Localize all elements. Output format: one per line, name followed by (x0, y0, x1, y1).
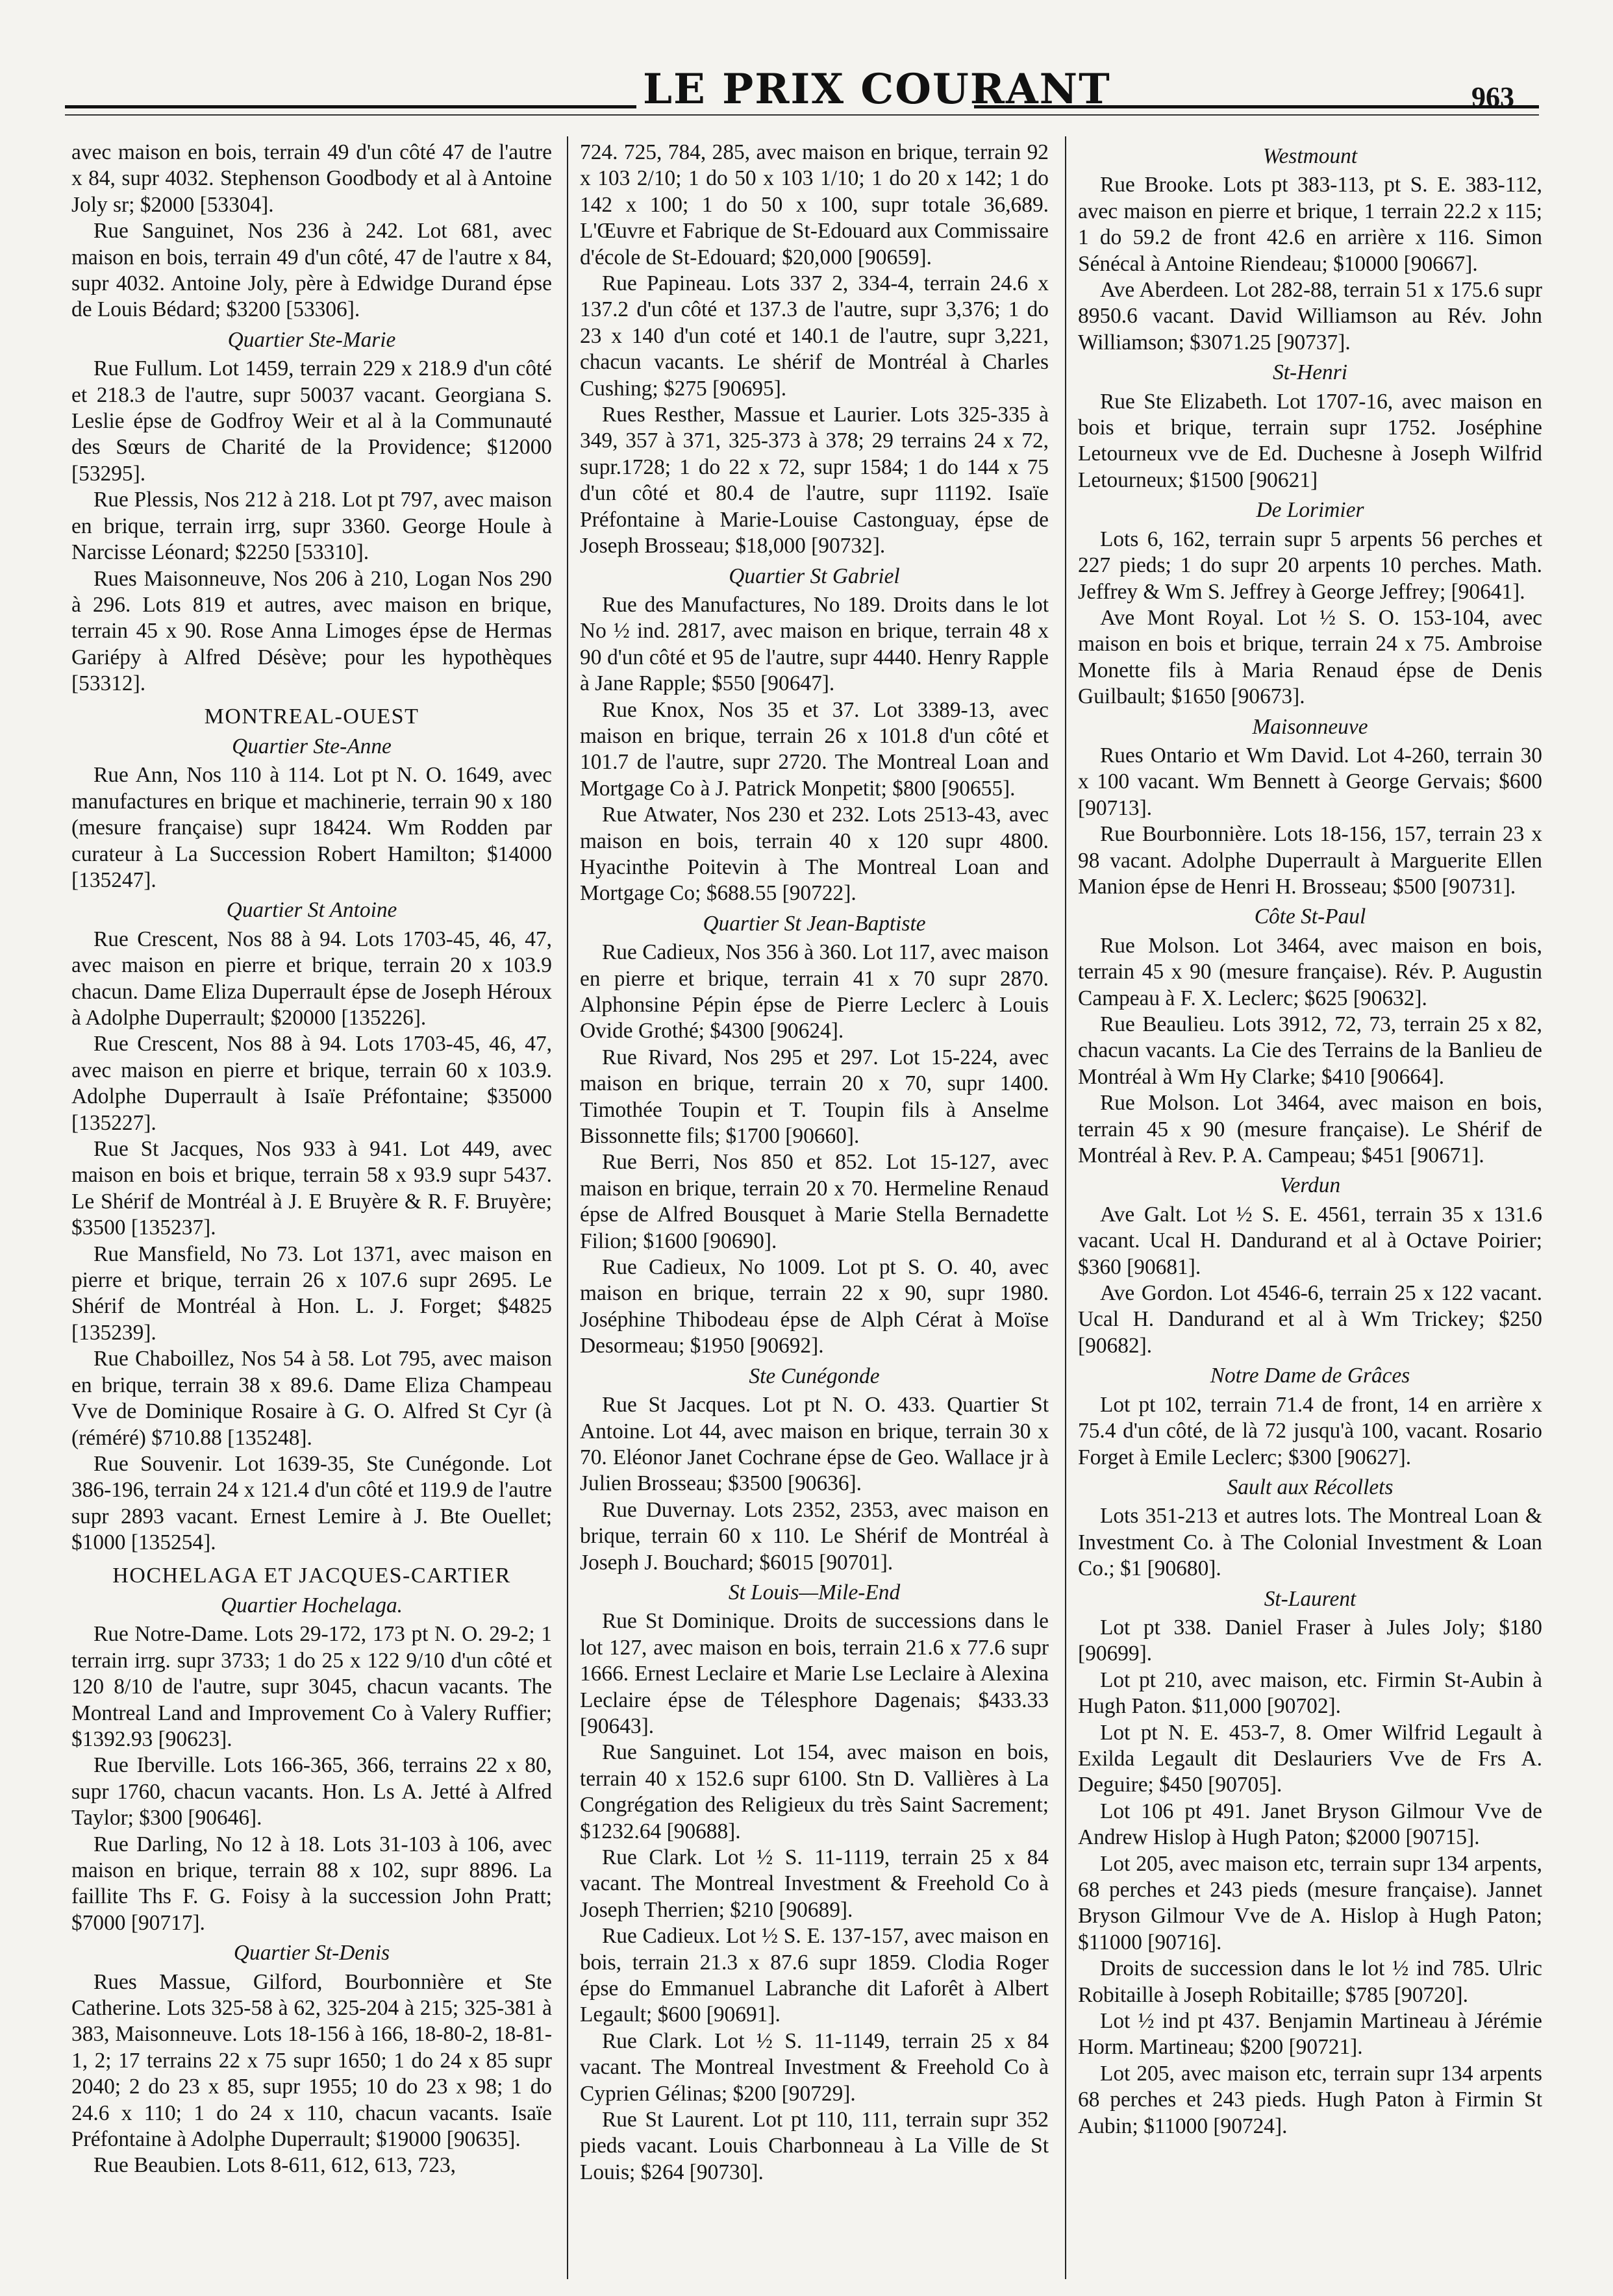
transaction-entry: Rue Rivard, Nos 295 et 297. Lot 15-224, avec maison en brique, terrain 20 x 70, supr 1400. Timothée Toupin et T. Toupin fils à Anselme Bissonnette fils; $1700 [90660]. (580, 1045, 1049, 1149)
transaction-entry: Rue Ann, Nos 110 à 114. Lot pt N. O. 1649, avec manufactures en brique et machinerie, terrain 90 x 180 (mesure française) supr 18424. Wm Rodden par curateur à La Succession Robert Hamilton; $14000 [135247]. (71, 763, 552, 892)
section-heading: Quartier St-Denis (233, 1941, 390, 1965)
transaction-entry: Lots 6, 162, terrain supr 5 arpents 56 perches et 227 pieds; 1 do supr 20 arpents 10 perches. Math. Jeffrey & Wm S. Jeffrey à George Jeffrey; [90641]. (1078, 527, 1542, 604)
transaction-entry: Rue Chaboillez, Nos 54 à 58. Lot 795, avec maison en brique, terrain 38 x 89.6. Dame Eliza Champeau Vve de Dominique Rosaire à G. O. Alfred St Cyr (à (réméré) $710.88 [135248]. (71, 1347, 552, 1450)
transaction-entry: Rue des Manufactures, No 189. Droits dans le lot No ½ ind. 2817, avec maison en brique, terrain 48 x 90 d'un côté et 95 de l'autre, supr 4440. Henry Rapple à Jane Rapple; $550 [90647]. (580, 592, 1049, 696)
column-divider (567, 136, 568, 2279)
section-heading: Ste Cunégonde (749, 1364, 880, 1388)
transaction-entry: Lot pt 338. Daniel Fraser à Jules Joly; $180 [90699]. (1078, 1615, 1542, 1666)
section-heading: Quartier Ste-Anne (232, 734, 392, 758)
transaction-entry: Ave Galt. Lot ½ S. E. 4561, terrain 35 x 131.6 vacant. Ucal H. Dandurand et al à Octave Poirier; $360 [90681]. (1078, 1202, 1542, 1279)
transaction-entry: Rue Crescent, Nos 88 à 94. Lots 1703-45, 46, 47, avec maison en pierre et brique, terrain 20 x 103.9 chacun. Dame Eliza Duperrault épse de Joseph Héroux à Adolphe Duperrault; $20000 [135226]. (71, 927, 552, 1030)
transaction-entry: Rue Crescent, Nos 88 à 94. Lots 1703-45, 46, 47, avec maison en pierre et brique, terrain 60 x 103.9. Adolphe Duperrault à Isaïe Préfontaine; $35000 [135227]. (71, 1032, 552, 1135)
transaction-entry: Ave Mont Royal. Lot ½ S. O. 153-104, avec maison en bois et brique, terrain 24 x 75. Ambroise Monette fils à Maria Renaud épse de Denis Guilbault; $1650 [90673]. (1078, 605, 1542, 709)
transaction-entry: Rue Molson. Lot 3464, avec maison en bois, terrain 45 x 90 (mesure française). Le Shérif de Montréal à Rev. P. A. Campeau; $451 [90671]. (1078, 1091, 1542, 1168)
section-heading: Maisonneuve (1252, 714, 1368, 739)
transaction-entry: Lot ½ ind pt 437. Benjamin Martineau à Jérémie Horm. Martineau; $200 [90721]. (1078, 2009, 1542, 2060)
transaction-entry: Ave Gordon. Lot 4546-6, terrain 25 x 122 vacant. Ucal H. Dandurand et al à Wm Trickey; $250 [90682]. (1078, 1281, 1542, 1358)
transaction-entry: Rue Mansfield, No 73. Lot 1371, avec maison en pierre et brique, terrain 26 x 107.6 supr 2695. Le Shérif de Montréal à Hon. L. J. Forget; $4825 [135239]. (71, 1242, 552, 1345)
transaction-entry: Rue Molson. Lot 3464, avec maison en bois, terrain 45 x 90 (mesure française). Rév. P. Augustin Campeau à F. X. Leclerc; $625 [90632]. (1078, 933, 1542, 1010)
section-heading: Sault aux Récollets (1227, 1475, 1394, 1499)
transaction-entry: Lot 205, avec maison etc, terrain supr 134 arpents 68 perches et 243 pieds. Hugh Paton à Firmin St Aubin; $11000 [90724]. (1078, 2061, 1542, 2138)
transaction-entry: Lot 106 pt 491. Janet Bryson Gilmour Vve de Andrew Hislop à Hugh Paton; $2000 [90715]. (1078, 1799, 1542, 1850)
transaction-entry: Rue Iberville. Lots 166-365, 366, terrains 22 x 80, supr 1760, chacun vacants. Hon. Ls A. Jetté à Alfred Taylor; $300 [90646]. (71, 1753, 552, 1830)
transaction-entry: Lot pt 210, avec maison, etc. Firmin St-Aubin à Hugh Paton. $11,000 [90702]. (1078, 1667, 1542, 1719)
transaction-entry: Rue Notre-Dame. Lots 29-172, 173 pt N. O. 29-2; 1 terrain irrg. supr 3733; 1 do 25 x 122 9/10 d'un côté et 120 8/10 de l'autre, supr 3045, chacun vacants. The Montreal Land and Improvement Co à Valery Ruffier; $1392.93 [90623]. (71, 1622, 552, 1751)
transaction-entry: Rues Maisonneuve, Nos 206 à 210, Logan Nos 290 à 296. Lots 819 et autres, avec maison en brique, terrain 45 x 90. Rose Anna Limoges épse de Hermas Gariépy à Alfred Désève; pour les hypothèques [53312]. (71, 566, 552, 696)
district-heading: HOCHELAGA ET JACQUES-CARTIER (112, 1563, 511, 1588)
transaction-entry: Rue Brooke. Lots pt 383-113, pt S. E. 383-112, avec maison en pierre et brique, 1 terrain 22.2 x 115; 1 do 59.2 de front 42.6 en arrière x 116. Simon Sénécal à Antoine Riendeau; $10000 [90667]. (1078, 173, 1542, 276)
transaction-entry: Rues Massue, Gilford, Bourbonnière et Ste Catherine. Lots 325-58 à 62, 325-204 à 215; 325-381 à 383, Maisonneuve. Lots 18-156 à 166, 18-80-2, 18-81-1, 2; 17 terrains 22 x 75 supr 1650; 1 do 24 x 85 supr 2040; 2 do 23 x 85, supr 1955; 10 do 23 x 98; 1 do 24.6 x 110; 1 do 24 x 110, chacun vacants. Isaïe Préfontaine à Adolphe Duperrault; $19000 [90635]. (71, 1969, 552, 2152)
header-rule-left (65, 105, 636, 108)
transaction-entry: Rue Papineau. Lots 337 2, 334-4, terrain 24.6 x 137.2 d'un côté et 137.3 de l'autre, supr 3,376; 1 do 23 x 140 d'un coté et 140.1 de l'autre, supr 3,221, chacun vacants. Le shérif de Montréal à Charles Cushing; $275 [90695]. (580, 271, 1049, 401)
transaction-entry: Rue Knox, Nos 35 et 37. Lot 3389-13, avec maison en brique, terrain 26 x 101.8 d'un côté et 101.7 de l'autre, supr 2720. The Montreal Loan and Mortgage Co à J. Patrick Monpetit; $800 [90655]. (580, 697, 1049, 801)
transaction-entry: Rue St Jacques. Lot pt N. O. 433. Quartier St Antoine. Lot 44, avec maison en brique, terrain 30 x 70. Eléonor Janet Cochrane épse de Geo. Wallace jr à Julien Brosseau; $3500 [90636]. (580, 1393, 1049, 1496)
column-3 (1078, 140, 1542, 2282)
transaction-entry: Ave Aberdeen. Lot 282-88, terrain 51 x 175.6 supr 8950.6 vacant. David Williamson au Rév. John Williamson; $3071.25 [90737]. (1078, 278, 1542, 355)
transaction-entry: Rues Ontario et Wm David. Lot 4-260, terrain 30 x 100 vacant. Wm Bennett à George Gervais; $600 [90713]. (1078, 743, 1542, 820)
transaction-entry: Rue Cadieux, No 1009. Lot pt S. O. 40, avec maison en brique, terrain 22 x 90, supr 1980. Joséphine Thibodeau épse de Alph Cérat à Moïse Desormeau; $1950 [90692]. (580, 1255, 1049, 1358)
section-heading: St-Laurent (1264, 1586, 1357, 1611)
section-heading: St Louis—Mile-End (728, 1580, 901, 1604)
section-heading: St-Henri (1273, 360, 1347, 385)
transaction-entry: Rue Bourbonnière. Lots 18-156, 157, terrain 23 x 98 vacant. Adolphe Duperrault à Marguerite Ellen Manion épse de Henri H. Brosseau; $500 [90731]. (1078, 822, 1542, 899)
transaction-entry: Rue Plessis, Nos 212 à 218. Lot pt 797, avec maison en brique, terrain irrg, supr 3360. George Houle à Narcisse Léonard; $2250 [53310]. (71, 488, 552, 565)
transaction-entry: Lot pt N. E. 453-7, 8. Omer Wilfrid Legault à Exilda Legault dit Deslauriers Vve de Frs A. Deguire; $450 [90705]. (1078, 1720, 1542, 1797)
section-heading: Westmount (1262, 144, 1358, 168)
transaction-entry: Rue Sanguinet, Nos 236 à 242. Lot 681, avec maison en bois, terrain 49 d'un côté, 47 de l'autre x 84, supr 4032. Antoine Joly, père à Edwidge Durand épse de Louis Bédard; $3200 [53306]. (71, 219, 552, 322)
transaction-entry: Droits de succession dans le lot ½ ind 785. Ulric Robitaille à Joseph Robitaille; $785 [90720]. (1078, 1956, 1542, 2007)
transaction-entry: avec maison en bois, terrain 49 d'un côté 47 de l'autre x 84, supr 4032. Stephenson Goodbody et al à Antoine Joly sr; $2000 [53304]. (71, 140, 552, 217)
header-rule (65, 114, 1539, 116)
page-number: 963 (1471, 81, 1514, 113)
transaction-entry: Rue Clark. Lot ½ S. 11-1119, terrain 25 x 84 vacant. The Montreal Investment & Freehold Co à Joseph Therrien; $210 [90689]. (580, 1845, 1049, 1922)
column-2 (580, 140, 1049, 2282)
column-1 (71, 140, 552, 2282)
transaction-entry: Rue Clark. Lot ½ S. 11-1149, terrain 25 x 84 vacant. The Montreal Investment & Freehold Co à Cyprien Gélinas; $200 [90729]. (580, 2028, 1049, 2106)
section-heading: Quartier St Jean-Baptiste (703, 911, 926, 936)
section-heading: Notre Dame de Grâces (1210, 1364, 1410, 1388)
transaction-entry: Rue Sanguinet. Lot 154, avec maison en bois, terrain 40 x 152.6 supr 6100. Stn D. Vallières à La Congrégation des Religieux du très Saint Sacrement; $1232.64 [90688]. (580, 1740, 1049, 1843)
transaction-entry: Rue Ste Elizabeth. Lot 1707-16, avec maison en bois et brique, terrain supr 1752. Joséphine Letourneux vve de Ed. Duchesne à Joseph Wilfrid Letourneux; $1500 [90621] (1078, 389, 1542, 492)
section-heading: Quartier St Gabriel (729, 564, 900, 588)
transaction-entry: Rue St Laurent. Lot pt 110, 111, terrain supr 352 pieds vacant. Louis Charbonneau à La Ville de St Louis; $264 [90730]. (580, 2108, 1049, 2184)
column-divider (1065, 136, 1066, 2279)
district-heading: MONTREAL-OUEST (204, 704, 419, 729)
transaction-entry: Lots 351-213 et autres lots. The Montreal Loan & Investment Co. à The Colonial Investment & Loan Co.; $1 [90680]. (1078, 1504, 1542, 1581)
transaction-entry: Rue Fullum. Lot 1459, terrain 229 x 218.9 d'un côté et 218.3 de l'autre, supr 50037 vacant. Georgiana S. Leslie épse de Godfroy Weir et al à la Communauté des Sœurs de Charité de la Providence; $12000 [53295]. (71, 356, 552, 486)
transaction-entry: Rue Cadieux. Lot ½ S. E. 137-157, avec maison en bois, terrain 21.3 x 87.6 supr 1859. Clodia Roger épse do Emmanuel Labranche dit Laforêt à Albert Legault; $600 [90691]. (580, 1924, 1049, 2027)
transaction-entry: Rue Berri, Nos 850 et 852. Lot 15-127, avec maison en brique, terrain 20 x 70. Hermeline Renaud épse de Alfred Bousquet à Marie Stella Bernadette Filion; $1600 [90690]. (580, 1150, 1049, 1253)
transaction-entry: Rue Beaulieu. Lots 3912, 72, 73, terrain 25 x 82, chacun vacants. La Cie des Terrains de la Banlieu de Montréal à Wm Hy Clarke; $410 [90664]. (1078, 1012, 1542, 1089)
masthead (0, 0, 1613, 114)
transaction-entry: Rue Beaubien. Lots 8-611, 612, 613, 723, (94, 2153, 456, 2178)
transaction-entry: Lot pt 102, terrain 71.4 de front, 14 en arrière x 75.4 d'un côté, de là 72 jusqu'à 100, vacant. Rosario Forget à Emile Leclerc; $300 [90627]. (1078, 1392, 1542, 1469)
transaction-entry: Rue St Jacques, Nos 933 à 941. Lot 449, avec maison en bois et brique, terrain 58 x 93.9 supr 5437. Le Shérif de Montréal à J. E Bruyère & R. F. Bruyère; $3500 [135237]. (71, 1137, 552, 1240)
section-heading: Verdun (1279, 1173, 1341, 1198)
transaction-entry: Rue Cadieux, Nos 356 à 360. Lot 117, avec maison en pierre et brique, terrain 41 x 70 supr 2870. Alphonsine Pépin épse de Pierre Leclerc à Louis Ovide Grothé; $4300 [90624]. (580, 940, 1049, 1043)
section-heading: Quartier Hochelaga. (220, 1593, 403, 1617)
transaction-entry: Lot 205, avec maison etc, terrain supr 134 arpents, 68 perches et 243 pieds (mesure française). Jannet Bryson Gilmour Vve de A. Hislop à Hugh Paton; $11000 [90716]. (1078, 1851, 1542, 1954)
transaction-entry: Rue Atwater, Nos 230 et 232. Lots 2513-43, avec maison en bois, terrain 40 x 120 supr 4800. Hyacinthe Poitevin à The Montreal Loan and Mortgage Co; $688.55 [90722]. (580, 803, 1049, 906)
section-heading: Côte St-Paul (1254, 905, 1366, 929)
transaction-entry: Rue Duvernay. Lots 2352, 2353, avec maison en brique, terrain 60 x 110. Le Shérif de Montréal à Joseph J. Bouchard; $6015 [90701]. (580, 1497, 1049, 1575)
transaction-entry: Rue Souvenir. Lot 1639-35, Ste Cunégonde. Lot 386-196, terrain 24 x 121.4 d'un côté et 119.9 de l'autre supr 2893 vacant. Ernest Lemire à J. Bte Ouellet; $1000 [135254]. (71, 1451, 552, 1555)
section-heading: De Lorimier (1256, 498, 1364, 523)
section-heading: Quartier Ste-Marie (227, 327, 396, 352)
section-heading: Quartier St Antoine (226, 898, 397, 923)
transaction-entry: Rues Resther, Massue et Laurier. Lots 325-335 à 349, 357 à 371, 325-373 à 378; 29 terrains 24 x 72, supr.1728; 1 do 22 x 72, supr 1584; 1 do 144 x 75 d'un côté et 80.4 de l'autre, supr 11192. Isaïe Préfontaine à Marie-Louise Castonguay, épse de Joseph Brosseau; $18,000 [90732]. (580, 403, 1049, 558)
transaction-entry: Rue St Dominique. Droits de successions dans le lot 127, avec maison en bois, terrain 21.6 x 77.6 supr 1666. Ernest Leclaire et Marie Lse Leclaire à Alexina Leclaire épse de Télesphore Dagenais; $433.33 [90643]. (580, 1609, 1049, 1738)
header-rule-right (974, 105, 1539, 108)
transaction-entry: Rue Darling, No 12 à 18. Lots 31-103 à 106, avec maison en brique, terrain 88 x 102, supr 8896. La faillite Ths F. G. Foisy à la succession John Pratt; $7000 [90717]. (71, 1832, 552, 1935)
journal-logo: LE PRIX COURANT (643, 65, 1111, 114)
transaction-entry: 724. 725, 784, 285, avec maison en brique, terrain 92 x 103 2/10; 1 do 50 x 103 1/10; 1 do 20 x 142; 1 do 142 x 100; 1 do 50 x 100, supr totale 36,689. L'Œuvre et Fabrique de St-Edouard aux Commissaire d'école de St-Edouard; $20,000 [90659]. (580, 140, 1049, 269)
